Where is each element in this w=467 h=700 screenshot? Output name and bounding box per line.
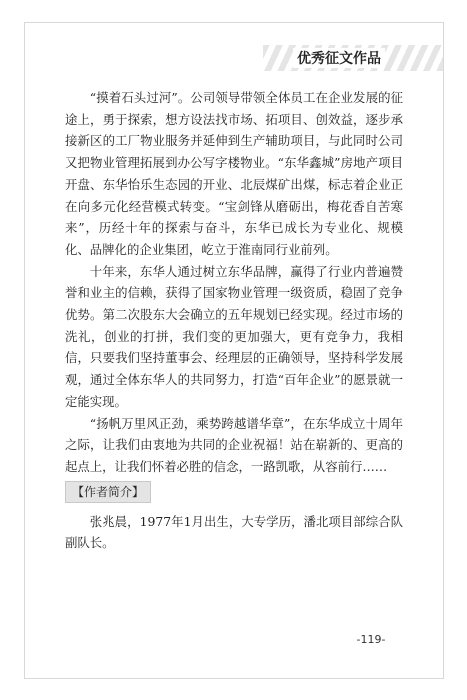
article-body xyxy=(65,87,403,478)
paragraph-1: “摸着石头过河”。公司领导带领全体员工在企业发展的征途上，勇于探索，想方设法找市场、拓项目、创效益，逐步承接新区的工厂物业服务并延伸到生产辅助项目，与此同时公司又把物业管理拓展到办公写字楼物业。“东华鑫城”房地产项目开盘、东华怡乐生态园的开业、北辰煤矿出煤，标志着企业正在向多元化经营模式转变。“宝剑锋从磨砺出，梅花香自苦寒来”，历经十年的探索与奋斗，东华已成长为专业化、规模化、品牌化的企业集团，屹立于淮南同行业前列。 xyxy=(65,90,403,257)
author-intro xyxy=(65,481,403,553)
book-page xyxy=(24,22,444,679)
page-header xyxy=(263,43,443,73)
author-intro-text: 张兆晨，1977年1月出生，大专学历，潘北项目部综合队副队长。 xyxy=(65,514,403,550)
page-number: -119- xyxy=(356,633,386,646)
paragraph-2: 十年来，东华人通过树立东华品牌，赢得了行业内普遍赞誉和业主的信赖，获得了国家物业管理一级资质，稳固了竞争优势。第二次股东大会确立的五年规划已经实现。经过市场的洗礼，创业的打拼，我们变的更加强大，更有竞争力，我相信，只要我们坚持董事会、经理层的正确领导，坚持科学发展观，通过全体东华人的共同努力，打造“百年企业”的愿景就一定能实现。 xyxy=(65,263,403,409)
header-title: 优秀征文作品 xyxy=(293,48,385,68)
author-intro-label: 【作者简介】 xyxy=(65,481,151,503)
paragraph-3: “扬帆万里风正劲，乘势跨越谱华章”，在东华成立十周年之际，让我们由衷地为共同的企业祝福！站在崭新的、更高的起点上，让我们怀着必胜的信念，一路凯歌，从容前行…… xyxy=(65,415,403,474)
